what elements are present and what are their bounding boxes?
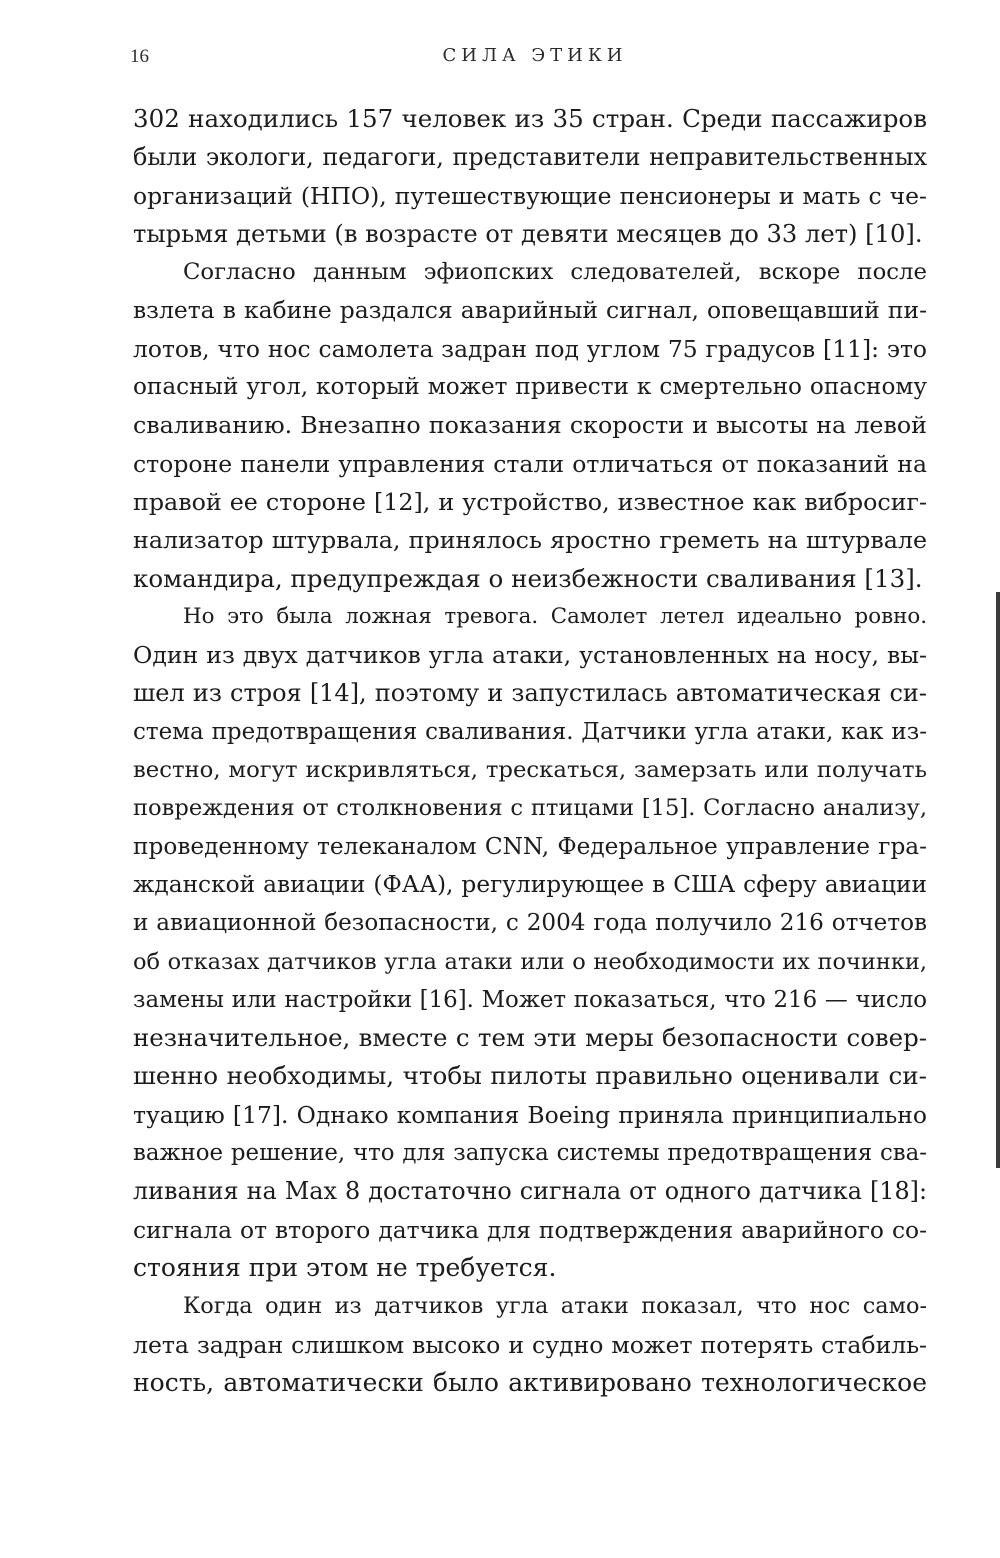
paragraph (133, 1287, 927, 1402)
text-line: Один из двух датчиков угла атаки, установленных на носу, вы- (133, 641, 927, 670)
paragraph (133, 100, 927, 253)
text-line: организаций (НПО), путешествующие пенсионеры и мать с че- (133, 181, 927, 210)
text-line: правой ее стороне [12], и устройство, известное как вибросиг- (133, 487, 927, 516)
text-line: Согласно данным эфиопских следователей, вскоре после (183, 259, 927, 286)
text-line: нализатор штурвала, принялось яростно греметь на штурвале (133, 526, 927, 555)
text-line: Когда один из датчиков угла атаки показал, что нос само- (183, 1293, 927, 1320)
text-line: туацию [17]. Однако компания Boeing приняла принципиально (133, 1100, 927, 1129)
text-line: были экологи, педагоги, представители неправительственных (133, 143, 927, 172)
text-line: сваливанию. Внезапно показания скорости и высоты на левой (133, 411, 927, 440)
text-line: незначительное, вместе с тем эти меры безопасности совер- (133, 1023, 927, 1053)
text-line: замены или настройки [16]. Может показаться, что 216 — число (133, 986, 927, 1013)
text-line: стороне панели управления стали отличаться от показаний на (133, 449, 927, 478)
text-line: шенно необходимы, чтобы пилоты правильно оценивали си- (133, 1061, 927, 1091)
text-line: ливания на Max 8 достаточно сигнала от одного датчика [18]: (133, 1177, 927, 1206)
text-line: сигнала от второго датчика для подтверждения аварийного со- (133, 1215, 927, 1244)
text-line: повреждения от столкновения с птицами [15]. Согласно анализу, (133, 795, 927, 822)
text-line: взлета в кабине раздался аварийный сигнал, оповещавший пи- (133, 296, 927, 325)
text-line: командира, предупреждая о неизбежности сваливания [13]. (133, 563, 923, 593)
text-line: стема предотвращения сваливания. Датчики угла атаки, как из- (133, 718, 927, 745)
text-line: важное решение, что для запуска системы предотвращения сва- (133, 1140, 927, 1167)
text-line: жданской авиации (ФАА), регулирующее в США сферу авиации (133, 870, 927, 898)
page-number: 16 (130, 46, 149, 67)
running-title: СИЛА ЭТИКИ (442, 45, 628, 66)
text-line: опасный угол, который может привести к смертельно опасному (133, 374, 927, 401)
paragraph (133, 598, 927, 1287)
text-line: Но это была ложная тревога. Самолет летел идеально ровно. (183, 603, 927, 629)
text-line: ность, автоматически было активировано технологическое (133, 1367, 927, 1397)
text-line: лотов, что нос самолета задран под углом 75 градусов [11]: это (133, 334, 927, 363)
text-line: шел из строя [14], поэтому и запустилась автоматическая си- (133, 679, 927, 708)
body-text (133, 100, 927, 1402)
page-edge-shadow (996, 592, 1000, 1168)
text-line: 302 находились 157 человек из 35 стран. Среди пассажиров (133, 104, 927, 133)
paragraph (133, 253, 927, 598)
text-line: об отказах датчиков угла атаки или о необходимости их починки, (133, 948, 927, 975)
text-line: вестно, могут искривляться, трескаться, замерзать или получать (133, 757, 927, 784)
text-line: лета задран слишком высоко и судно может потерять стабиль- (133, 1330, 927, 1359)
text-line: проведенному телеканалом CNN, Федеральное управление гра- (133, 832, 927, 860)
text-line: стояния при этом не требуется. (133, 1252, 557, 1282)
text-line: и авиационной безопасности, с 2004 года получило 216 отчетов (133, 910, 927, 937)
text-line: тырьмя детьми (в возрасте от девяти месяцев до 33 лет) [10]. (133, 219, 923, 248)
